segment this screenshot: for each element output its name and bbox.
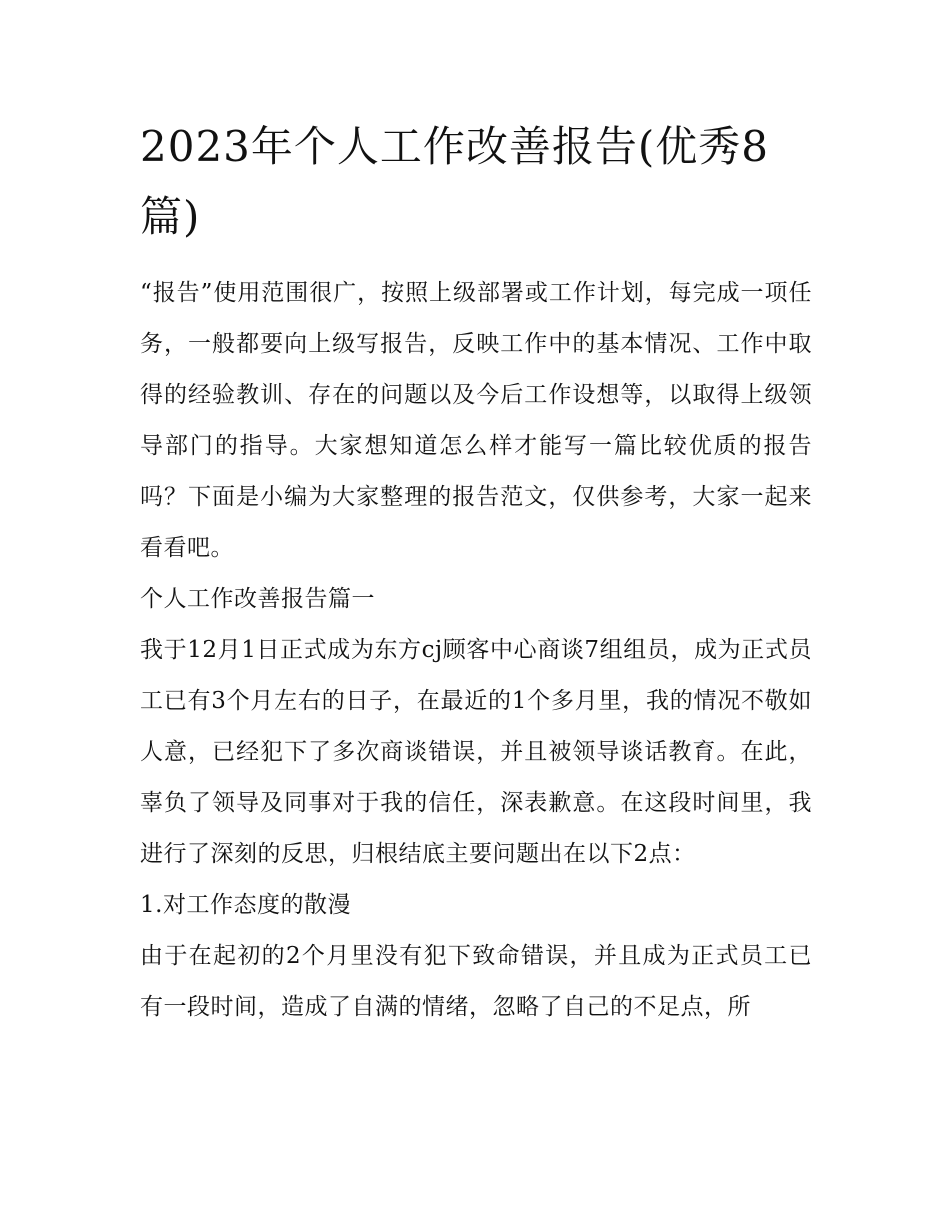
intro-paragraph: “报告”使用范围很广，按照上级部署或工作计划，每完成一项任务，一般都要向上级写报告，反映工作中的基本情况、工作中取得的经验教训、存在的问题以及今后工作设想等，以取得上级领导部门的指导。大家想知道怎么样才能写一篇比较优质的报告吗？下面是小编为大家整理的报告范文，仅供参考，大家一起来看看吧。 (140, 280, 812, 561)
section-heading-1: 个人工作改善报告篇一 (140, 586, 375, 612)
document-page (140, 112, 812, 1033)
subheading-1: 1.对工作态度的散漫 (140, 892, 351, 918)
body-paragraph-1: 我于12月1日正式成为东方cj顾客中心商谈7组组员，成为正式员工已有3个月左右的日子，在最近的1个多月里，我的情况不敬如人意，已经犯下了多次商谈错误，并且被领导谈话教育。在此，辜负了领导及同事对于我的信任，深表歉意。在这段时间里，我进行了深刻的反思，归根结底主要问题出在以下2点： (140, 637, 812, 867)
document-title: 2023年个人工作改善报告(优秀8篇) (140, 122, 769, 241)
body-paragraph-2: 由于在起初的2个月里没有犯下致命错误，并且成为正式员工已有一段时间，造成了自满的情绪，忽略了自己的不足点，所 (140, 943, 812, 1020)
